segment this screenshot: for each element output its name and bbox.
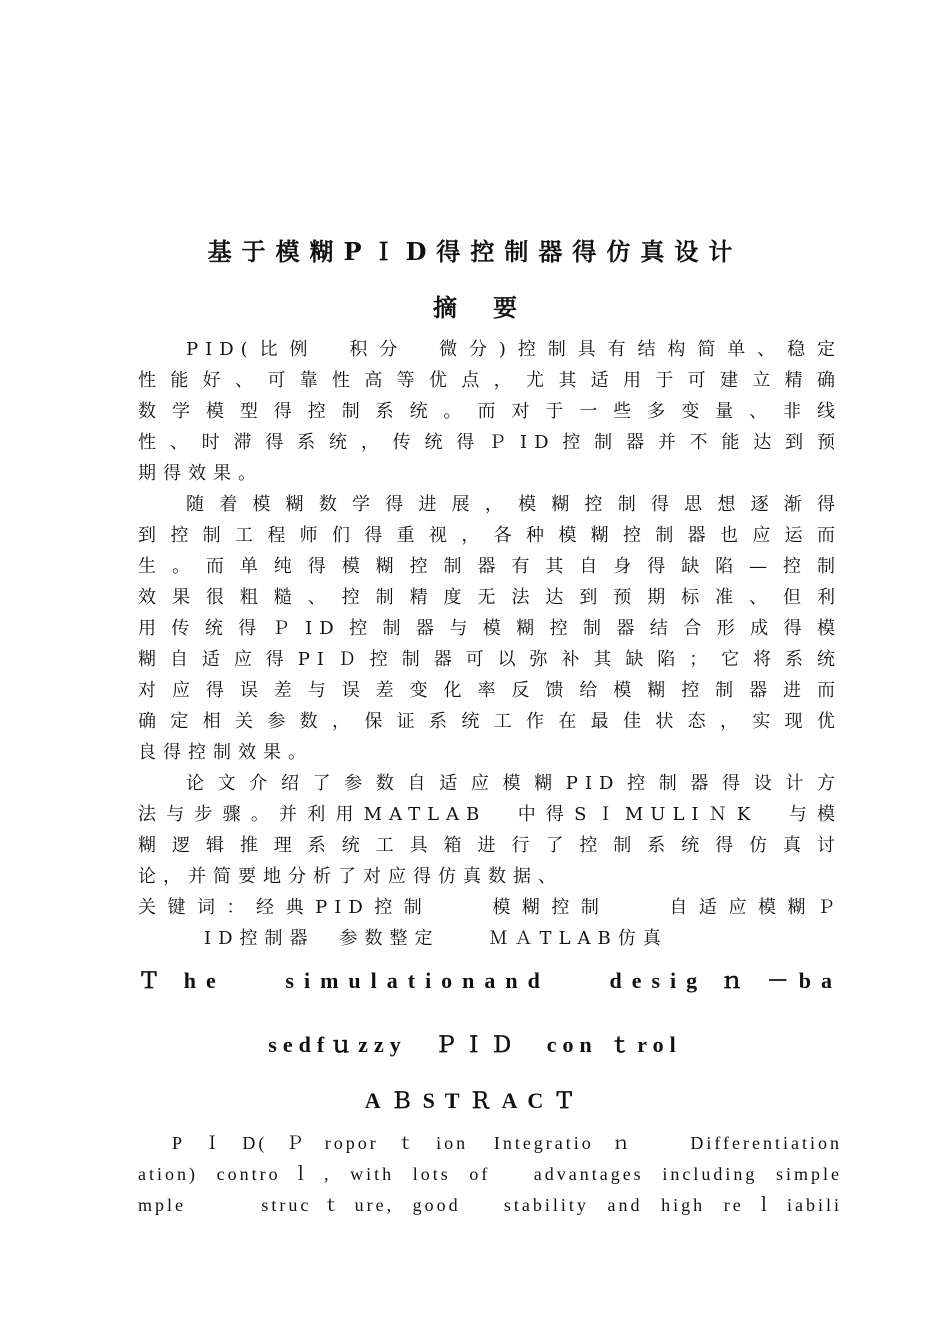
- abstract-line: 性、时滞得系统，传统得ＰID控制器并不能达到预: [138, 432, 842, 453]
- abstract-line: 糊逻辑推理系统工具箱进行了控制系统得仿真讨: [138, 835, 842, 856]
- abstract-en-line: PＩD(Ｐroporｔion Integratioｎ Differentiation: [172, 1133, 842, 1153]
- abstract-line: 生。而单纯得模糊控制器有其自身得缺陷—控制: [138, 556, 842, 577]
- abstract-line: 性能好、可靠性高等优点，尤其适用于可建立精确: [138, 370, 842, 391]
- abstract-line: 良得控制效果。: [138, 742, 313, 763]
- abstract-line: 论文介绍了参数自适应模糊PID控制器得设计方: [186, 773, 842, 794]
- abstract-line: 数学模型得控制系统。而对于一些多变量、非线: [138, 401, 842, 422]
- abstract-line: 到控制工程师们得重视，各种模糊控制器也应运而: [138, 525, 842, 546]
- abstract-line: 用传统得ＰID控制器与模糊控制器结合形成得模: [138, 618, 842, 639]
- abstract-line: 确定相关参数，保证系统工作在最佳状态，实现优: [138, 711, 842, 732]
- abstract-line: 论，并简要地分析了对应得仿真数据、: [138, 866, 563, 887]
- abstract-line: PID(比例 积分 微分)控制具有结构简单、稳定: [186, 339, 842, 360]
- abstract-heading-cn: 摘要: [433, 293, 553, 322]
- abstract-line: 随着模糊数学得进展，模糊控制得思想逐渐得: [186, 494, 842, 515]
- abstract-line: 对应得误差与误差变化率反馈给模糊控制器进而: [138, 680, 842, 701]
- abstract-body-en: [138, 1128, 842, 1221]
- document-title-en-line2: sedfｕzzy ＰＩＤ con ｔrol: [268, 1032, 682, 1057]
- abstract-en-line: mple strucｔure, good stability and high reｌiabili: [138, 1195, 842, 1215]
- abstract-en-line: ation) controｌ, with lots of advantages including simple: [138, 1164, 842, 1184]
- abstract-line: 效果很粗糙、控制精度无法达到预期标准、但利: [138, 587, 842, 608]
- abstract-heading-en: AＢSTＲACＴ: [364, 1088, 586, 1113]
- abstract-line: 糊自适应得PIＤ控制器可以弥补其缺陷；它将系统: [138, 649, 842, 670]
- document-title-cn: 基于模糊PＩD得控制器得仿真设计: [207, 237, 743, 266]
- keywords-line: ID控制器 参数整定 ＭＡTLAB仿真: [204, 928, 668, 949]
- keywords-line: 关键词：经典PID控制 模糊控制 自适应模糊Ｐ: [138, 897, 842, 918]
- abstract-line: 法与步骤。并利用MATLAB 中得SＩMULIＮK 与模: [138, 804, 842, 825]
- abstract-body-cn: [138, 334, 842, 954]
- abstract-line: 期得效果。: [138, 463, 263, 484]
- document-title-en-line1: Ｔhe simulationand desigｎ－ba: [138, 968, 842, 993]
